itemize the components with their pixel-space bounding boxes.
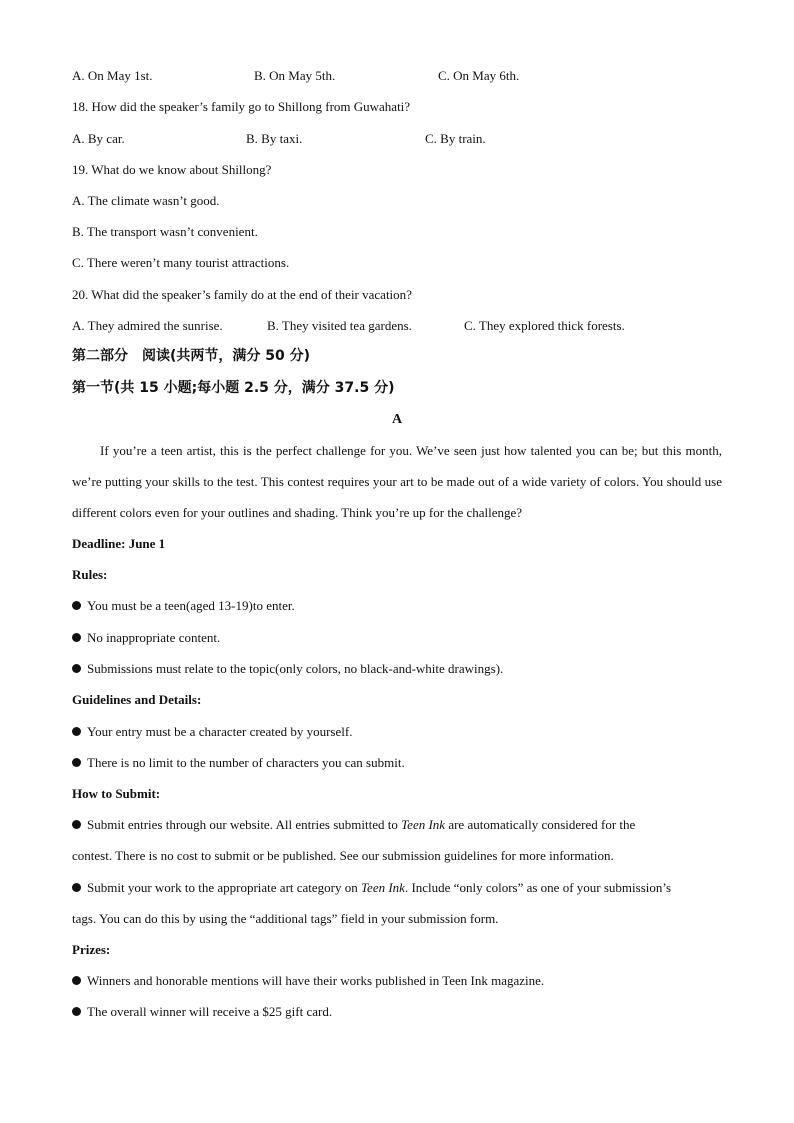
q19-option-a: A. The climate wasn’t good.: [72, 193, 220, 208]
q20-option-a: A. They admired the sunrise.: [72, 318, 223, 333]
submit-item-2: [72, 880, 671, 896]
q18-question: 18. How did the speaker’s family go to Shillong from Guwahati?: [72, 99, 411, 114]
q20-option-b: B. They visited tea gardens.: [267, 318, 412, 333]
q19-question: 19. What do we know about Shillong?: [72, 162, 272, 177]
part-title: 第二部分 阅读(共两节，满分 50 分): [72, 348, 311, 364]
submit-item-2-line2: tags. You can do this by using the “additional tags” field in your submission form.: [72, 911, 499, 926]
submit-2-pre: Submit your work to the appropriate art category on: [87, 880, 362, 895]
section-subtitle: 第一节(共 15 小题;每小题 2.5 分，满分 37.5 分): [72, 380, 395, 396]
submit-heading: How to Submit:: [72, 786, 161, 801]
q17-option-c: C. On May 6th.: [438, 68, 520, 83]
guidelines-heading: Guidelines and Details:: [72, 692, 202, 707]
q18-option-b: B. By taxi.: [246, 131, 303, 146]
guideline-item: There is no limit to the number of characters you can submit.: [72, 755, 405, 771]
q18-option-c: C. By train.: [425, 131, 486, 146]
teen-ink-name: Teen Ink: [401, 817, 446, 832]
submit-1-post: are automatically considered for the: [445, 817, 636, 832]
q20-question: 20. What did the speaker’s family do at the end of their vacation?: [72, 287, 412, 302]
q17-option-b: B. On May 5th.: [254, 68, 336, 83]
q17-option-a: A. On May 1st.: [72, 68, 153, 83]
prize-item: The overall winner will receive a $25 gift card.: [72, 1004, 332, 1020]
teen-ink-name: Teen Ink: [361, 880, 405, 895]
rule-item: Submissions must relate to the topic(only colors, no black-and-white drawings).: [72, 661, 503, 677]
passage-intro: If you’re a teen artist, this is the perfect challenge for you. We’ve seen just how talented you can be; but this month, we’re putting your skills to the test. This contest requires your art to be made out of a wide variety of colors. You should use different colors even for your outlines and shading. Think you’re up for the challenge?: [72, 443, 722, 520]
q18-option-a: A. By car.: [72, 131, 125, 146]
q19-option-b: B. The transport wasn’t convenient.: [72, 224, 258, 239]
rule-item: No inappropriate content.: [72, 630, 220, 646]
prize-item: Winners and honorable mentions will have their works published in Teen Ink magazine.: [72, 973, 544, 989]
deadline: Deadline: June 1: [72, 536, 166, 551]
rules-heading: Rules:: [72, 567, 108, 582]
submit-item-1-line2: contest. There is no cost to submit or be published. See our submission guidelines for more information.: [72, 848, 614, 863]
guideline-item: Your entry must be a character created by yourself.: [72, 724, 352, 740]
submit-1-pre: Submit entries through our website. All entries submitted to: [87, 817, 402, 832]
submit-item-1: [72, 817, 635, 833]
submit-2-post: . Include “only colors” as one of your submission’s: [404, 880, 672, 895]
q20-option-c: C. They explored thick forests.: [464, 318, 625, 333]
q19-option-c: C. There weren’t many tourist attractions.: [72, 255, 290, 270]
passage-letter: A: [391, 412, 403, 427]
rule-item: You must be a teen(aged 13-19)to enter.: [72, 598, 295, 614]
prizes-heading: Prizes:: [72, 942, 111, 957]
